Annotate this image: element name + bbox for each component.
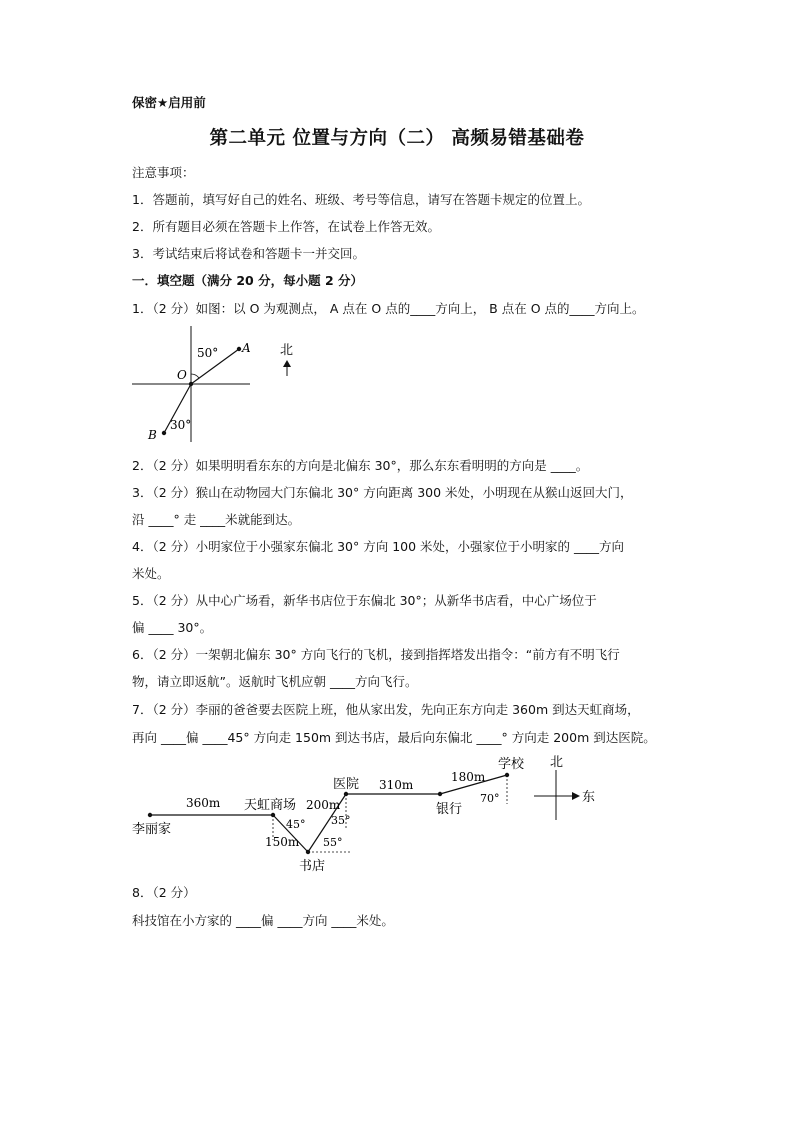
angle-a-label: 50° xyxy=(197,346,219,360)
angle-45-label: 45° xyxy=(286,818,306,831)
question-2: 2．（2 分）如果明明看东东的方向是北偏东 30°，那么东东看明明的方向是 ____。 xyxy=(132,458,589,473)
hospital-label: 医院 xyxy=(333,777,360,792)
north-label: 北 xyxy=(280,343,294,358)
question-7-line-2: 再向 ____偏 ____45° 方向走 150m 到达书店，最后向东偏北 ____° 方向走 200m 到达医院。 xyxy=(132,730,656,745)
question-8-line-1: 8．（2 分） xyxy=(132,885,196,900)
question-4-line-2: 米处。 xyxy=(132,566,170,581)
mall-dot xyxy=(271,813,275,817)
question-3-line-1: 3．（2 分）猴山在动物园大门东偏北 30° 方向距离 300 米处，小明现在从猴山返回大门， xyxy=(132,485,633,500)
point-a-dot xyxy=(237,347,241,351)
observation-diagram xyxy=(128,322,308,448)
hospital-dot xyxy=(344,792,348,796)
question-6-line-1: 6．（2 分）一架朝北偏东 30° 方向飞行的飞机，接到指挥塔发出指令：“前方有不明飞行 xyxy=(132,647,620,662)
distance-3-label: 200m xyxy=(306,798,341,812)
notice-heading: 注意事项： xyxy=(132,165,195,180)
distance-4-label: 310m xyxy=(379,778,414,792)
question-5-line-1: 5．（2 分）从中心广场看，新华书店位于东偏北 30°；从新华书店看，中心广场位于 xyxy=(132,593,597,608)
compass-east-label: 东 xyxy=(582,790,596,805)
notice-item-1: 1．答题前，填写好自己的姓名、班级、考号等信息，请写在答题卡规定的位置上。 xyxy=(132,192,590,207)
bookstore-label: 书店 xyxy=(299,859,326,874)
distance-2-label: 150m xyxy=(265,835,300,849)
north-arrowhead-icon xyxy=(283,360,291,367)
confidential-label: 保密★启用前 xyxy=(132,95,206,110)
question-4-line-1: 4．（2 分）小明家位于小强家东偏北 30° 方向 100 米处，小强家位于小明家的 ____方向 xyxy=(132,539,625,554)
notice-item-3: 3．考试结束后将试卷和答题卡一并交回。 xyxy=(132,246,365,261)
notice-item-2: 2．所有题目必须在答题卡上作答，在试卷上作答无效。 xyxy=(132,219,440,234)
mall-label: 天虹商场 xyxy=(244,798,297,813)
school-label: 学校 xyxy=(498,757,525,772)
section-heading: 一．填空题（满分 20 分，每小题 2 分） xyxy=(132,273,364,288)
point-b-label: B xyxy=(148,428,157,442)
question-1: 1．（2 分）如图：以 O 为观测点， A 点在 O 点的____方向上， B 点在 O 点的____方向上。 xyxy=(132,301,645,316)
exam-title: 第二单元 位置与方向（二） 高频易错基础卷 xyxy=(209,128,585,149)
question-6-line-2: 物，请立即返航”。返航时飞机应朝 ____方向飞行。 xyxy=(132,674,418,689)
question-5-line-2: 偏 ____ 30°。 xyxy=(132,620,213,635)
home-label: 李丽家 xyxy=(132,822,172,837)
question-3-line-2: 沿 ____° 走 ____米就能到达。 xyxy=(132,512,301,527)
bookstore-dot xyxy=(306,850,310,854)
route-map xyxy=(126,748,606,876)
point-b-dot xyxy=(162,431,166,435)
east-arrowhead-icon xyxy=(572,792,580,800)
distance-5-label: 180m xyxy=(451,770,486,784)
compass-north-label: 北 xyxy=(550,755,564,770)
school-dot xyxy=(505,773,509,777)
bank-label: 银行 xyxy=(436,802,463,817)
home-dot xyxy=(148,813,152,817)
angle-70-label: 70° xyxy=(480,792,500,805)
question-8-line-2: 科技馆在小方家的 ____偏 ____方向 ____米处。 xyxy=(132,913,394,928)
question-7-line-1: 7．（2 分）李丽的爸爸要去医院上班，他从家出发，先向正东方向走 360m 到达天虹商场， xyxy=(132,702,640,717)
bank-dot xyxy=(438,792,442,796)
point-o-label: O xyxy=(177,368,187,382)
angle-b-label: 30° xyxy=(170,418,192,432)
point-o-dot xyxy=(189,382,193,386)
angle-55-label: 55° xyxy=(323,836,343,849)
point-a-label: A xyxy=(242,341,251,355)
angle-a-arc xyxy=(191,374,199,378)
distance-1-label: 360m xyxy=(186,796,221,810)
angle-35-label: 35° xyxy=(331,814,351,827)
